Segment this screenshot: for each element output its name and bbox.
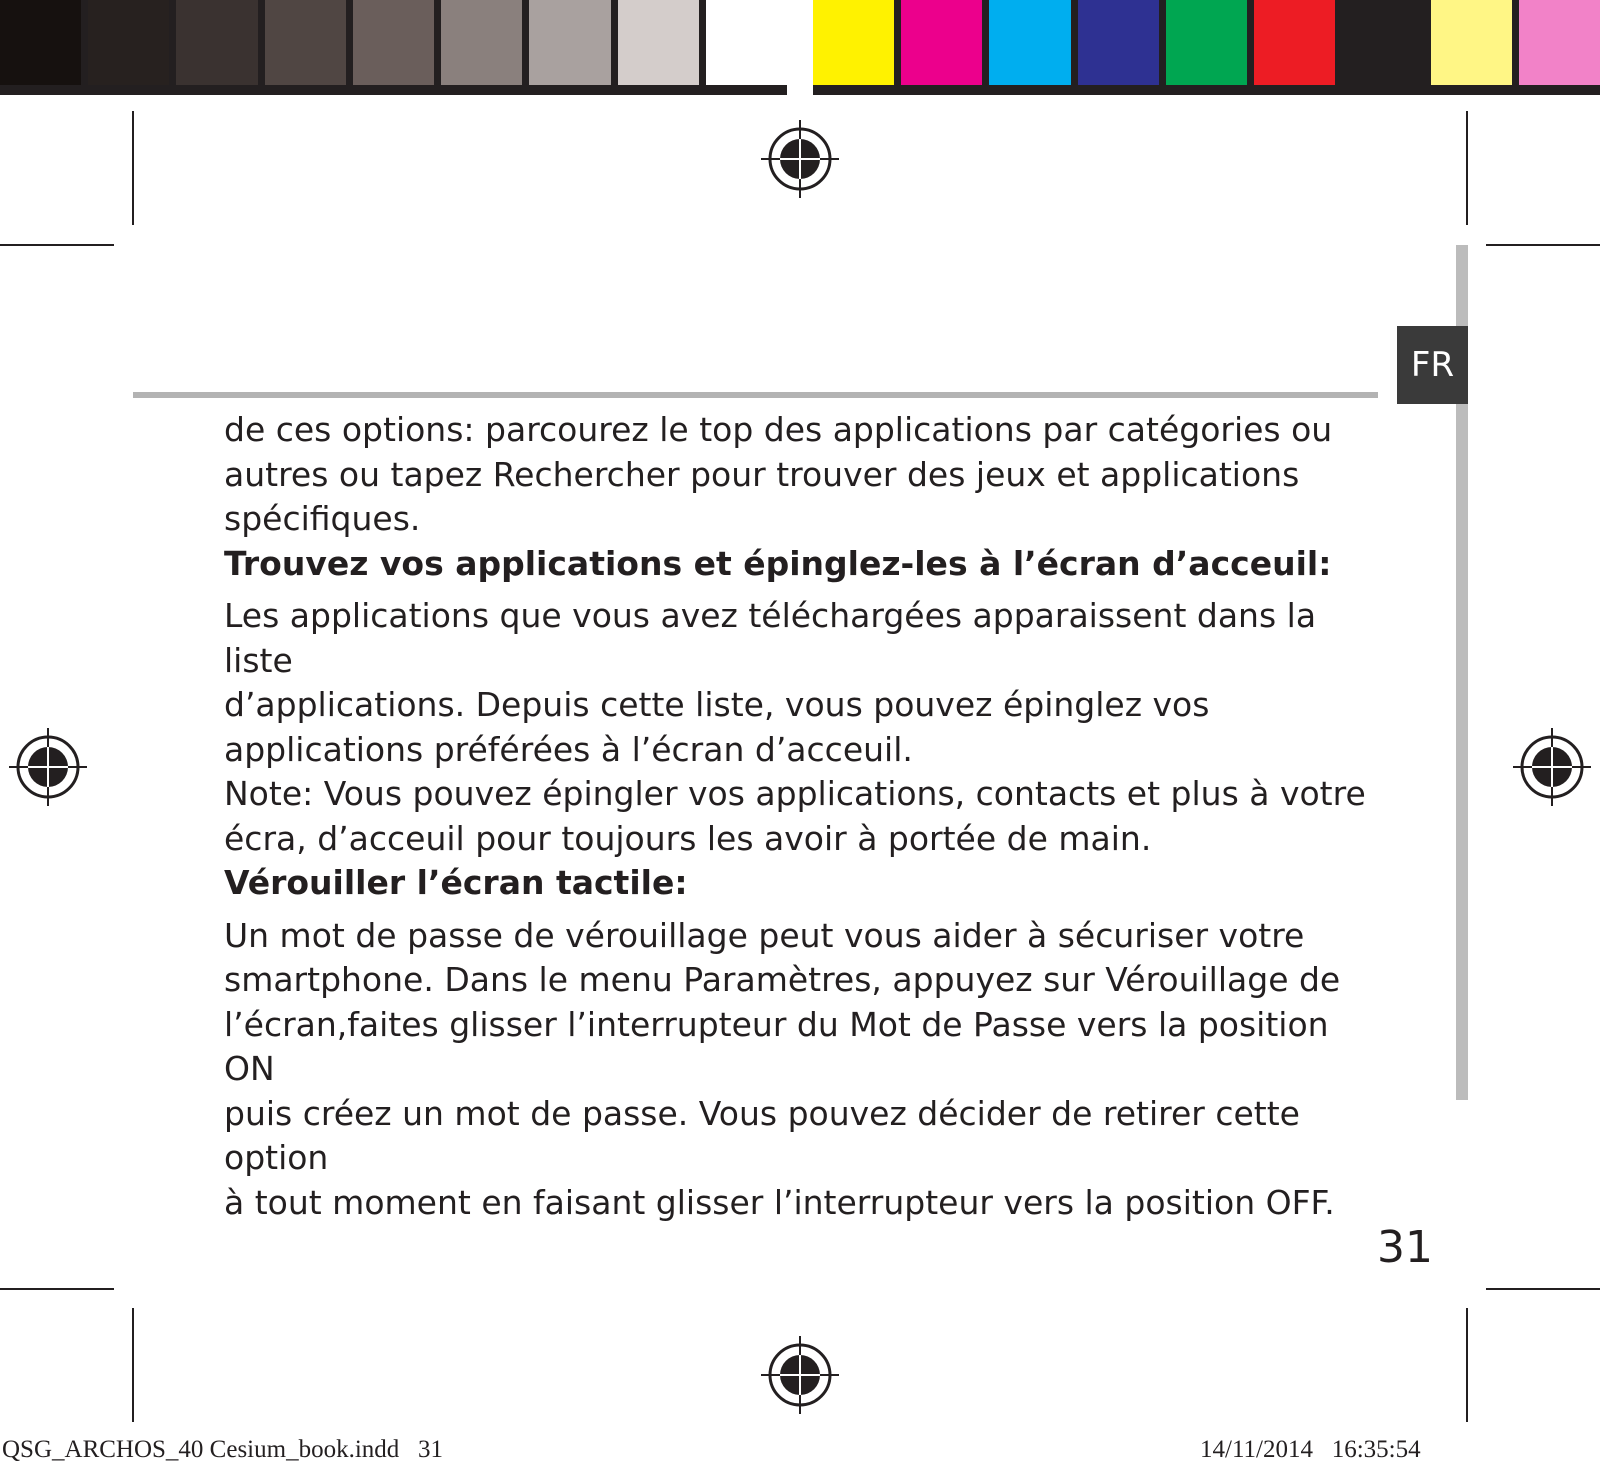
process-color-bar [813, 0, 1600, 95]
body-line: d’applications. Depuis cette liste, vous pouvez épinglez vos [224, 685, 1210, 724]
body-line: l’écran,faites glisser l’interrupteur du Mot de Passe vers la position ON [224, 1004, 1329, 1088]
gray-swatch [706, 0, 787, 85]
language-tab-label: FR [1410, 345, 1455, 385]
crop-mark [132, 111, 134, 225]
body-line: à tout moment en faisant glisser l’interrupteur vers la position OFF. [224, 1182, 1335, 1222]
note-line: écra, d’acceuil pour toujours les avoir à portée de main. [224, 818, 1152, 858]
gray-swatch [353, 0, 434, 85]
registration-mark-right-icon [1513, 728, 1591, 806]
body-line: applications préférées à l’écran d’acceuil. [224, 729, 913, 769]
process-swatch [813, 0, 894, 85]
gray-swatch [265, 0, 346, 85]
gray-swatch [0, 0, 81, 85]
crop-mark [0, 244, 114, 246]
body-line: smartphone. Dans le menu Paramètres, appuyez sur Vérouillage de [224, 960, 1341, 999]
body-line: de ces options: parcourez le top des applications par catégories ou [224, 410, 1333, 449]
process-swatch [1519, 0, 1600, 85]
grayscale-color-bar [0, 0, 787, 95]
body-line: Un mot de passe de vérouillage peut vous aider à sécuriser votre [224, 915, 1305, 955]
registration-mark-top-icon [761, 120, 839, 198]
process-swatch [1166, 0, 1247, 85]
gray-swatch [529, 0, 610, 85]
gray-swatch [176, 0, 257, 85]
crop-mark [1486, 1288, 1600, 1290]
body-line: autres ou tapez Rechercher pour trouver des jeux et applications [224, 454, 1300, 494]
gray-swatch [88, 0, 169, 85]
crop-mark [1486, 244, 1600, 246]
crop-mark [0, 1288, 114, 1290]
crop-mark [1466, 1308, 1468, 1422]
slug-datetime [1200, 1436, 1421, 1464]
crop-mark [132, 1308, 134, 1422]
header-rule [133, 392, 1378, 398]
gray-swatch [618, 0, 699, 85]
section-heading-lock: Vérouiller l’écran tactile: [224, 863, 688, 902]
section-heading-apps: Trouvez vos applications et épinglez-les à l’écran d’acceuil: [224, 543, 1332, 583]
body-line: spécifiques. [224, 499, 421, 538]
process-swatch [989, 0, 1070, 85]
slug-date: 14/11/2014 [1200, 1436, 1313, 1463]
process-swatch [901, 0, 982, 85]
gray-swatch [441, 0, 522, 85]
page-content [224, 408, 1384, 1225]
registration-mark-bottom-icon [761, 1336, 839, 1414]
process-swatch [1078, 0, 1159, 85]
slug-time: 16:35:54 [1331, 1436, 1421, 1463]
note-line: Note: Vous pouvez épingler vos applications, contacts et plus à votre [224, 774, 1366, 813]
process-swatch [1254, 0, 1335, 85]
body-line: Les applications que vous avez téléchargées apparaissent dans la liste [224, 596, 1317, 680]
process-swatch [1431, 0, 1512, 85]
slug-filename: QSG_ARCHOS_40 Cesium_book.indd 31 [2, 1436, 444, 1463]
process-swatch [1342, 0, 1423, 85]
page-number: 31 [1377, 1222, 1433, 1273]
language-tab [1397, 326, 1468, 404]
body-line: puis créez un mot de passe. Vous pouvez décider de retirer cette option [224, 1093, 1300, 1177]
registration-mark-left-icon [9, 728, 87, 806]
crop-mark [1466, 111, 1468, 225]
